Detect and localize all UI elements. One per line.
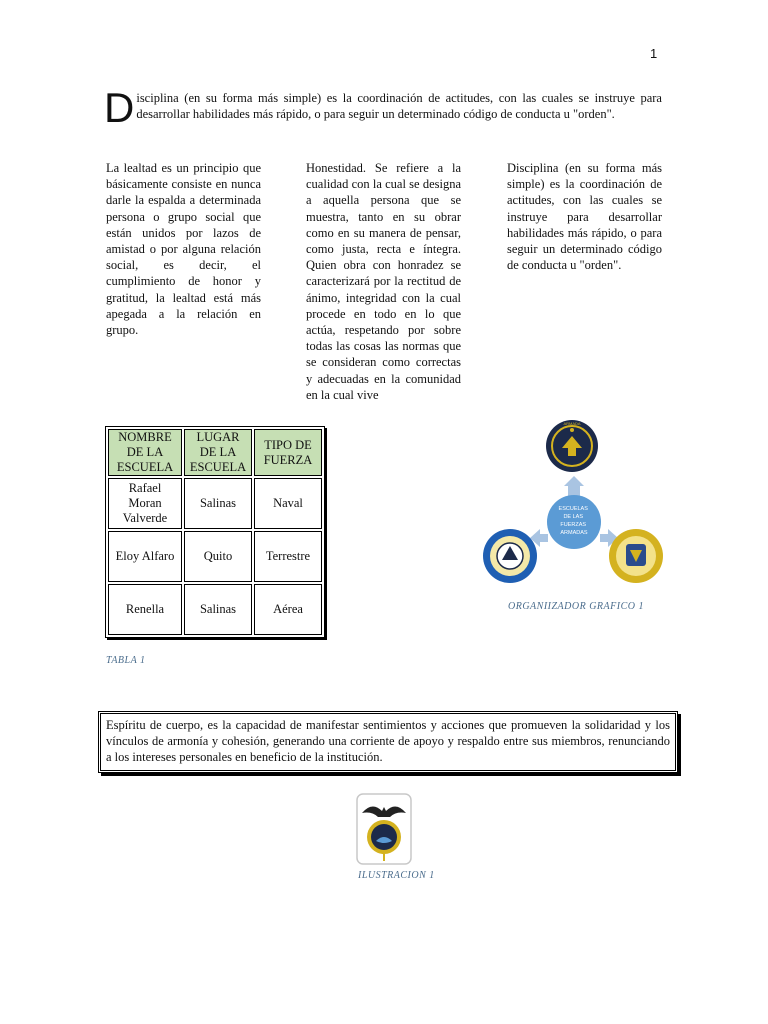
illustration-emblem-icon — [356, 793, 412, 865]
table-cell: Naval — [254, 478, 322, 529]
table-cell: Aérea — [254, 584, 322, 635]
table-cell: Rafael Moran Valverde — [108, 478, 182, 529]
intro-paragraph — [104, 84, 662, 131]
loyalty-text: La lealtad es un principio que básicamente consiste en nunca darle la espalda a determinada persona o grupo social que están unidos por lazos de amistad o por alguna relación social, es decir, el cumplimiento de honor y gratitud, la lealtad está más apegada a la relación en grupo. — [106, 161, 261, 338]
table-caption: TABLA 1 — [106, 655, 146, 666]
table-header-cell: TIPO DE FUERZA — [254, 429, 322, 476]
table-header-row — [108, 429, 322, 476]
table-header-cell: LUGAR DE LA ESCUELA — [184, 429, 252, 476]
drop-cap: D — [104, 84, 135, 131]
table-cell: Salinas — [184, 478, 252, 529]
svg-text:ARMADA: ARMADA — [563, 421, 581, 426]
table-row — [108, 584, 322, 635]
arrow-up-icon — [564, 476, 584, 496]
army-emblem-icon — [483, 529, 537, 583]
discipline-text: Disciplina (en su forma más simple) es la coordinación de actitudes, con las cuales se instruye para desarrollar habilidades más rápido, o para seguir un determinado código de conducta u "orden". — [507, 161, 662, 273]
page-number: 1 — [650, 46, 658, 61]
org-chart — [482, 418, 666, 590]
center-node-label: ESCUELAS DE LAS FUERZAS ARMADAS — [558, 506, 588, 536]
table-row — [108, 531, 322, 582]
schools-table — [105, 426, 325, 638]
intro-text: isciplina (en su forma más simple) es la coordinación de actitudes, con las cuales se instruye para desarrollar habilidades más rápido, o para seguir un determinado código de conducta u "orden". — [136, 91, 662, 121]
spirit-text: Espíritu de cuerpo, es la capacidad de manifestar sentimientos y acciones que promueven la solidaridad y los vínculos de armonía y cohesión, generando una corriente de apoyo y respaldo entre sus miembros, renunciando a los intereses personales en beneficio de la institución. — [106, 718, 670, 764]
table-header-cell: NOMBRE DE LA ESCUELA — [108, 429, 182, 476]
table-cell: Quito — [184, 531, 252, 582]
org-chart-caption: ORGANIIZADOR GRAFICO 1 — [508, 601, 644, 612]
illustration-caption: ILUSTRACION 1 — [358, 870, 435, 881]
table-cell: Terrestre — [254, 531, 322, 582]
honesty-text: Honestidad. Se refiere a la cualidad con la cual se designa a aquella persona que se muestra, tanto en su obrar como en su manera de pensar, como justa, recta e íntegra. Quien obra con honradez se caracterizará por la rectitud de ánimo, integridad con la cual procede en todo en lo que actúa, respetando por sobre todas las cosas las normas que se consideran como correctas y adecuadas en la comunidad en la cual vive — [306, 161, 461, 402]
table-cell: Renella — [108, 584, 182, 635]
air-force-emblem-icon — [609, 529, 663, 583]
navy-emblem-icon — [546, 420, 598, 472]
column-honesty — [306, 160, 461, 403]
table-cell: Eloy Alfaro — [108, 531, 182, 582]
column-discipline — [507, 160, 662, 273]
column-loyalty — [106, 160, 261, 338]
spirit-box — [98, 711, 678, 773]
table-cell: Salinas — [184, 584, 252, 635]
table-row — [108, 478, 322, 529]
